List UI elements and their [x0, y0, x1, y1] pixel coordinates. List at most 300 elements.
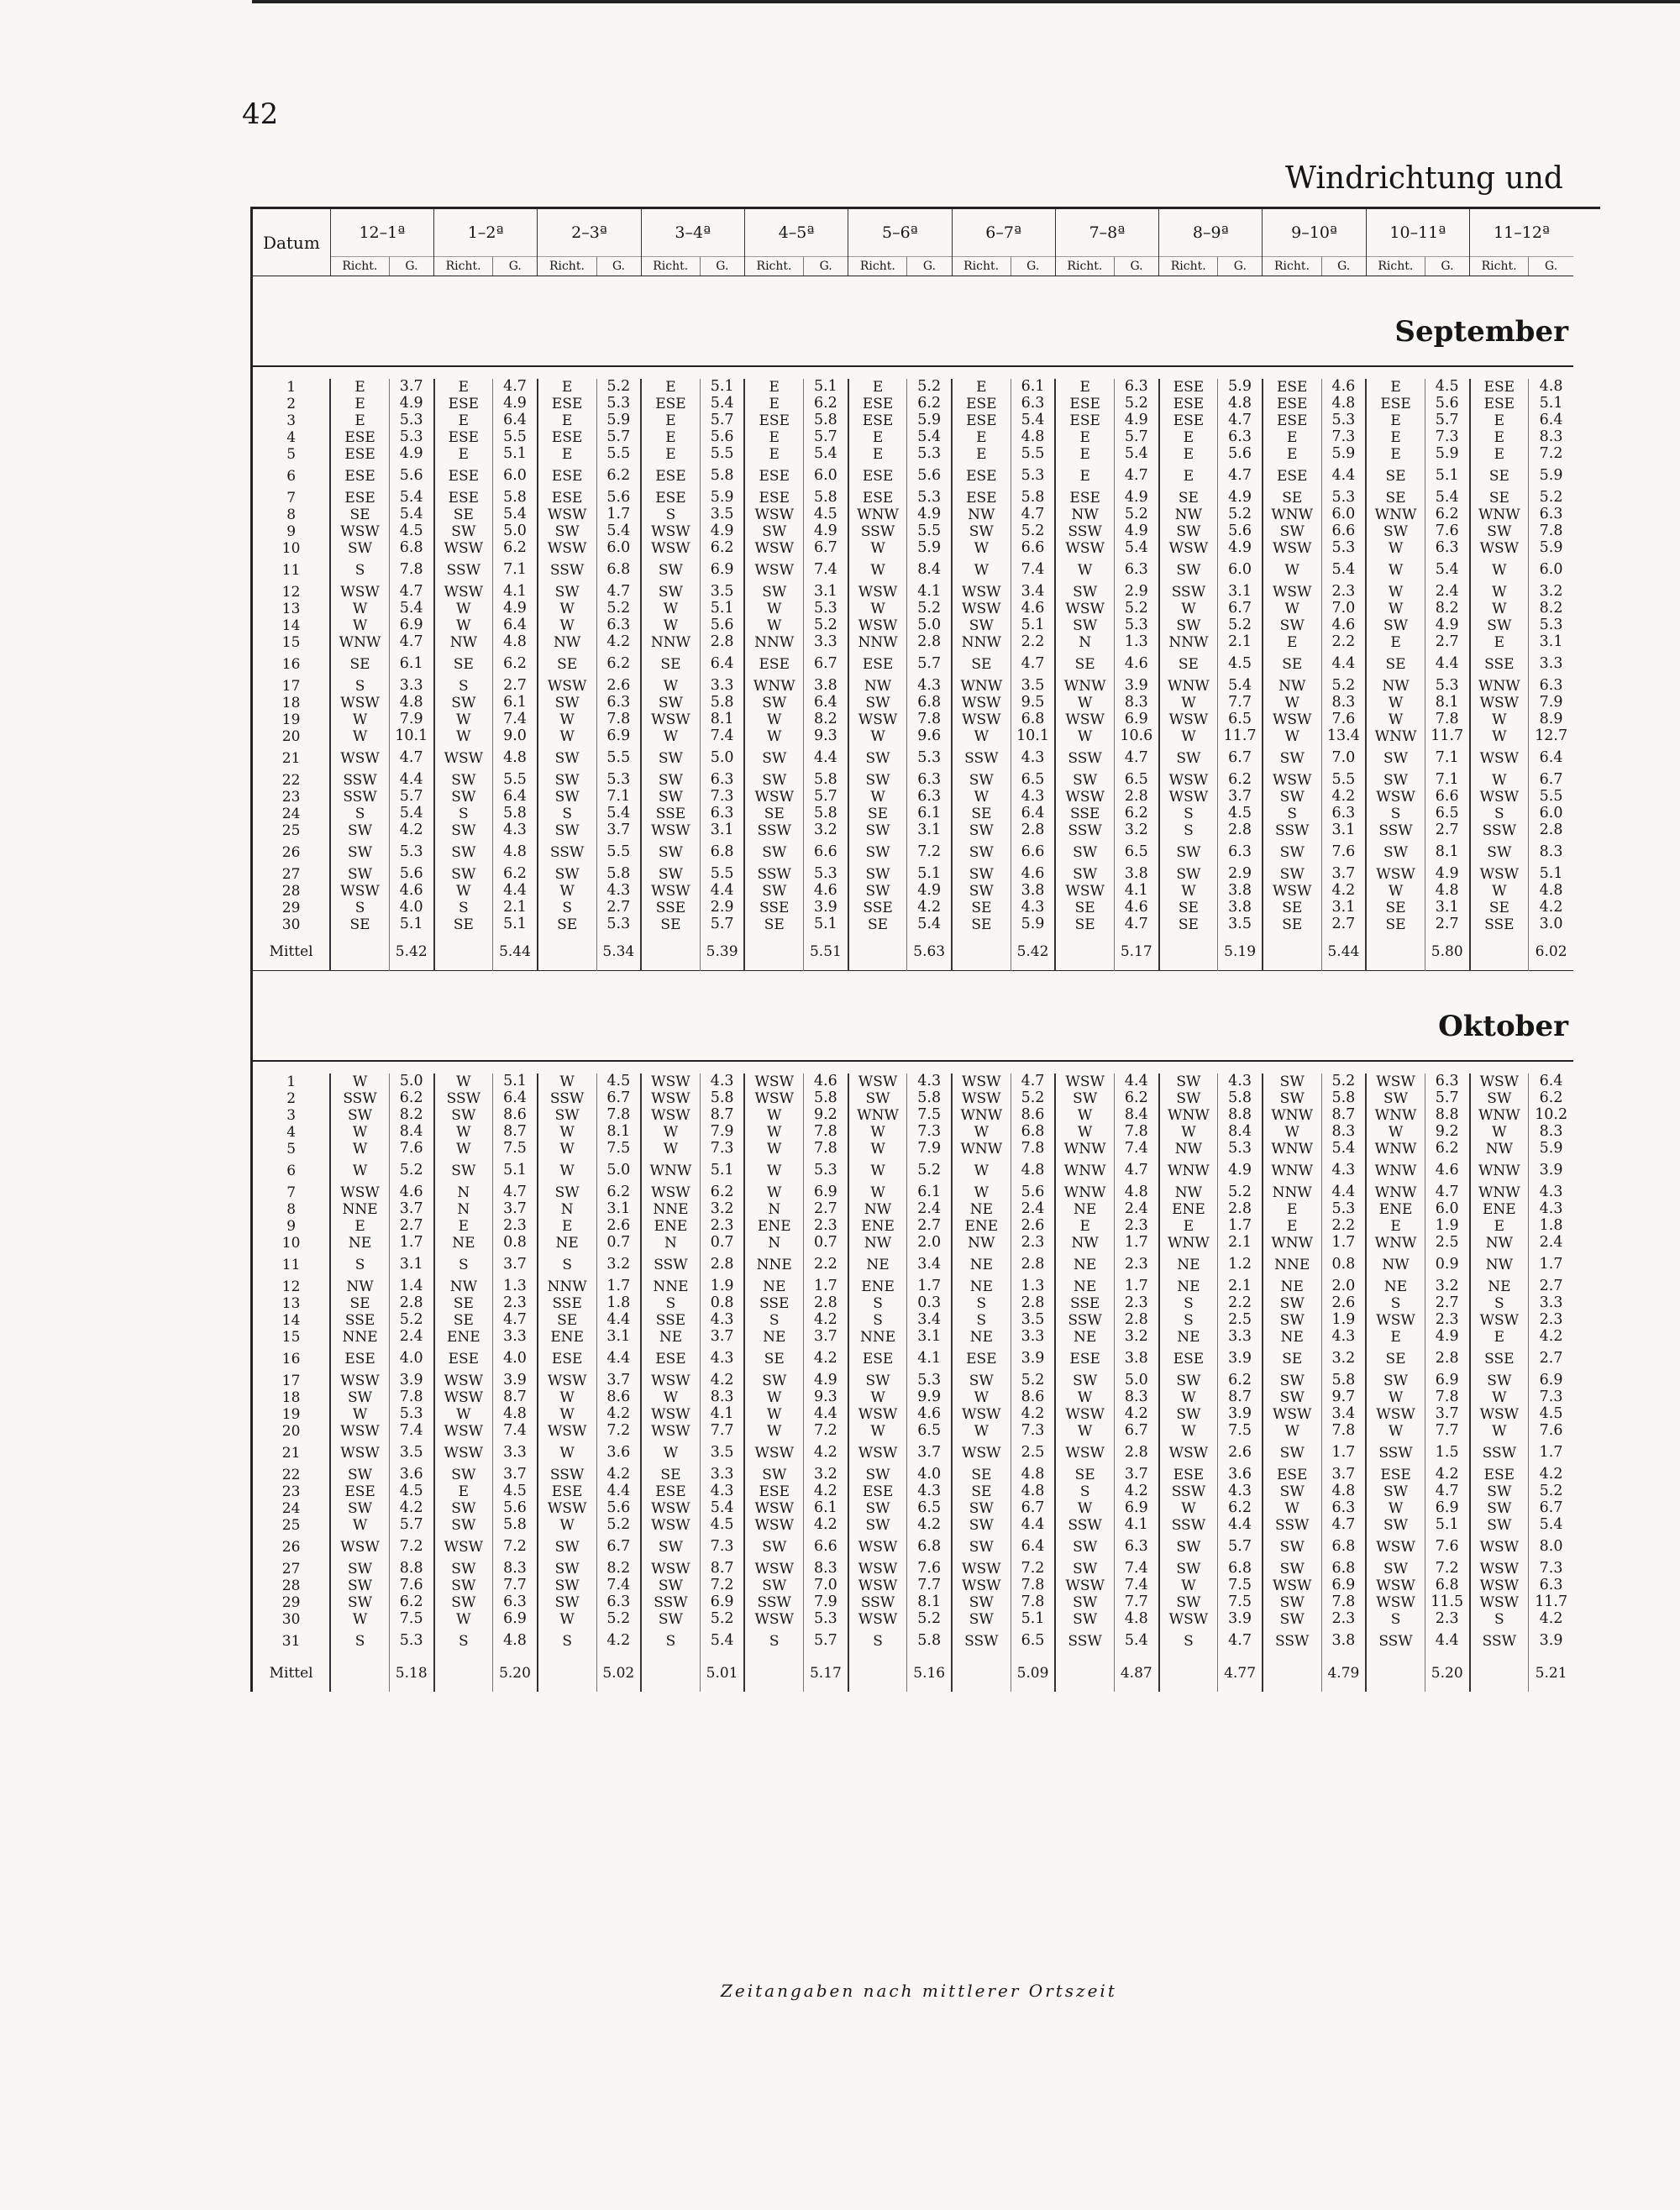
direction-cell: SW	[1263, 866, 1321, 883]
table-row	[253, 1252, 1573, 1278]
speed-cell: 4.3	[1321, 1329, 1366, 1346]
direction-cell: W	[848, 728, 907, 745]
direction-cell: NE	[1159, 1252, 1218, 1278]
direction-cell: SSW	[1159, 1517, 1218, 1534]
month-header-row	[253, 276, 1573, 367]
direction-cell: W	[330, 1141, 389, 1157]
speed-cell: 4.0	[493, 1346, 538, 1373]
direction-cell: SW	[538, 1107, 596, 1124]
direction-cell: WNW	[1366, 728, 1425, 745]
speed-cell: 6.4	[1011, 806, 1055, 822]
direction-cell: SE	[952, 916, 1011, 933]
speed-cell: 9.3	[804, 1389, 848, 1406]
direction-cell: S	[1470, 1295, 1529, 1312]
speed-cell: 5.7	[596, 429, 641, 446]
direction-cell: W	[848, 1157, 907, 1184]
direction-cell: SE	[330, 1295, 389, 1312]
speed-cell: 6.3	[1114, 557, 1158, 584]
direction-cell: SE	[1366, 651, 1425, 678]
direction-cell: W	[538, 1074, 596, 1090]
richt-subheader: Richt.	[1159, 257, 1218, 276]
speed-cell: 11.7	[1218, 728, 1263, 745]
speed-cell: 6.9	[1114, 711, 1158, 728]
direction-cell: SW	[434, 1467, 493, 1483]
direction-cell: SW	[641, 839, 700, 866]
speed-cell: 2.5	[1218, 1312, 1263, 1329]
speed-cell: 8.3	[1529, 839, 1573, 866]
direction-cell: NW	[1055, 507, 1114, 523]
speed-cell: 6.5	[1114, 772, 1158, 789]
direction-cell: W	[538, 711, 596, 728]
direction-cell: NE	[744, 1329, 803, 1346]
direction-cell: ESE	[538, 490, 596, 507]
wind-table	[253, 209, 1573, 1692]
direction-cell: E	[848, 429, 907, 446]
direction-cell: W	[1470, 1423, 1529, 1440]
direction-cell: W	[744, 1107, 803, 1124]
table-row	[253, 507, 1573, 523]
speed-cell: 7.9	[1529, 695, 1573, 711]
direction-cell: W	[1159, 1577, 1218, 1594]
direction-cell: N	[744, 1235, 803, 1252]
speed-cell: 2.3	[493, 1295, 538, 1312]
direction-cell: W	[1470, 883, 1529, 900]
speed-cell: 6.9	[493, 1611, 538, 1628]
speed-cell: 7.2	[1011, 1561, 1055, 1577]
speed-cell: 4.3	[700, 1346, 744, 1373]
direction-cell: S	[330, 900, 389, 916]
direction-cell: ENE	[848, 1218, 907, 1235]
direction-cell: W	[330, 1611, 389, 1628]
direction-cell: WNW	[848, 1107, 907, 1124]
direction-cell: WSW	[1470, 1561, 1529, 1577]
speed-cell: 2.3	[700, 1218, 744, 1235]
speed-cell: 6.8	[1011, 711, 1055, 728]
hour-header: 5–6ª	[848, 209, 952, 257]
speed-cell: 3.9	[1218, 1406, 1263, 1423]
mean-empty-cell	[848, 1655, 907, 1692]
speed-cell: 2.7	[907, 1218, 952, 1235]
speed-cell: 7.7	[700, 1423, 744, 1440]
mean-value-cell: 5.63	[907, 933, 952, 971]
direction-cell: SSW	[330, 772, 389, 789]
direction-cell: W	[1159, 695, 1218, 711]
speed-cell: 4.9	[493, 601, 538, 617]
direction-cell: W	[1055, 1107, 1114, 1124]
speed-cell: 4.9	[389, 446, 433, 463]
speed-cell: 0.8	[493, 1235, 538, 1252]
speed-cell: 5.8	[804, 772, 848, 789]
direction-cell: SW	[641, 584, 700, 601]
speed-cell: 4.4	[596, 1312, 641, 1329]
speed-cell: 4.7	[1425, 1483, 1469, 1500]
direction-cell: SW	[744, 839, 803, 866]
direction-cell: SSW	[538, 1467, 596, 1483]
speed-cell: 4.3	[1011, 900, 1055, 916]
direction-cell: WSW	[1470, 866, 1529, 883]
speed-cell: 7.0	[1321, 601, 1366, 617]
day-cell: 16	[281, 655, 301, 673]
table-row	[253, 1278, 1573, 1295]
speed-cell: 4.9	[700, 523, 744, 540]
speed-cell: 5.8	[1321, 1090, 1366, 1107]
table-row	[253, 839, 1573, 866]
speed-subheader: G.	[1218, 257, 1263, 276]
day-cell: 2	[286, 396, 297, 412]
speed-cell: 6.0	[596, 540, 641, 557]
direction-cell: E	[952, 446, 1011, 463]
direction-cell: WNW	[1366, 1184, 1425, 1201]
direction-cell: WSW	[330, 1440, 389, 1467]
table-row	[253, 1423, 1573, 1440]
direction-cell: SW	[1055, 584, 1114, 601]
direction-cell: SE	[1159, 916, 1218, 933]
direction-cell: SSW	[538, 1090, 596, 1107]
speed-cell: 6.7	[1218, 745, 1263, 772]
speed-cell: 5.9	[1529, 463, 1573, 490]
speed-cell: 6.9	[1114, 1500, 1158, 1517]
speed-cell: 6.0	[1425, 1201, 1469, 1218]
speed-cell: 5.3	[1321, 540, 1366, 557]
mean-empty-cell	[744, 933, 803, 971]
speed-cell: 5.7	[804, 1628, 848, 1655]
richt-subheader: Richt.	[1263, 257, 1321, 276]
speed-cell: 4.7	[1011, 651, 1055, 678]
speed-cell: 4.1	[493, 584, 538, 601]
direction-cell: W	[1263, 695, 1321, 711]
speed-cell: 4.9	[804, 1373, 848, 1389]
direction-cell: SW	[1055, 866, 1114, 883]
hour-header: 7–8ª	[1055, 209, 1158, 257]
direction-cell: W	[1159, 601, 1218, 617]
direction-cell: NW	[952, 1235, 1011, 1252]
datum-header: Datum	[262, 232, 320, 253]
speed-cell: 1.3	[1011, 1278, 1055, 1295]
direction-cell: ENE	[952, 1218, 1011, 1235]
direction-cell: WSW	[1263, 540, 1321, 557]
speed-cell: 7.2	[804, 1423, 848, 1440]
direction-cell: WSW	[1366, 1074, 1425, 1090]
speed-cell: 3.7	[389, 1201, 433, 1218]
direction-cell: WSW	[952, 1577, 1011, 1594]
speed-cell: 5.7	[1425, 1090, 1469, 1107]
speed-cell: 7.4	[700, 728, 744, 745]
speed-cell: 3.1	[804, 584, 848, 601]
direction-cell: SW	[1159, 617, 1218, 634]
speed-cell: 4.8	[1529, 379, 1573, 396]
speed-cell: 8.6	[493, 1107, 538, 1124]
direction-cell: WSW	[641, 1500, 700, 1517]
speed-cell: 7.8	[596, 1107, 641, 1124]
direction-cell: W	[434, 1141, 493, 1157]
speed-cell: 7.6	[1321, 839, 1366, 866]
speed-cell: 3.8	[1114, 1346, 1158, 1373]
speed-cell: 5.4	[907, 916, 952, 933]
direction-cell: WSW	[848, 617, 907, 634]
speed-cell: 4.6	[907, 1406, 952, 1423]
speed-cell: 3.2	[700, 1201, 744, 1218]
direction-cell: ESE	[848, 1346, 907, 1373]
speed-cell: 6.8	[1321, 1534, 1366, 1561]
direction-cell: S	[1159, 1295, 1218, 1312]
direction-cell: WSW	[641, 1184, 700, 1201]
speed-cell: 7.2	[493, 1534, 538, 1561]
direction-cell: NE	[848, 1252, 907, 1278]
hour-header: 10–11ª	[1366, 209, 1469, 257]
direction-cell: W	[538, 1517, 596, 1534]
direction-cell: NW	[848, 678, 907, 695]
table-row	[253, 1090, 1573, 1107]
day-cell: 25	[281, 822, 301, 839]
speed-cell: 3.1	[907, 822, 952, 839]
speed-cell: 2.8	[1011, 1252, 1055, 1278]
table-row	[253, 1611, 1573, 1628]
speed-cell: 5.9	[1529, 540, 1573, 557]
speed-cell: 8.8	[1218, 1107, 1263, 1124]
speed-cell: 7.2	[1529, 446, 1573, 463]
speed-cell: 4.3	[700, 1074, 744, 1090]
speed-cell: 5.3	[1011, 463, 1055, 490]
direction-cell: ESE	[434, 463, 493, 490]
direction-cell: WSW	[1159, 789, 1218, 806]
direction-cell: W	[1263, 1500, 1321, 1517]
direction-cell: SW	[538, 523, 596, 540]
speed-cell: 5.3	[389, 412, 433, 429]
direction-cell: ESE	[641, 1346, 700, 1373]
speed-cell: 6.0	[1529, 806, 1573, 822]
direction-cell: ESE	[1263, 379, 1321, 396]
mean-empty-cell	[330, 1655, 389, 1692]
speed-cell: 8.4	[389, 1124, 433, 1141]
page-number: 42	[242, 97, 279, 131]
speed-cell: 5.1	[1011, 1611, 1055, 1628]
direction-cell: N	[744, 1201, 803, 1218]
speed-cell: 7.4	[804, 557, 848, 584]
day-cell: 13	[281, 1295, 301, 1312]
speed-cell: 6.2	[493, 540, 538, 557]
speed-cell: 5.3	[1114, 617, 1158, 634]
speed-cell: 7.9	[389, 711, 433, 728]
speed-cell: 3.4	[1011, 584, 1055, 601]
speed-cell: 3.2	[804, 822, 848, 839]
direction-cell: SE	[330, 651, 389, 678]
speed-cell: 1.7	[1529, 1252, 1573, 1278]
direction-cell: W	[434, 617, 493, 634]
mean-value-cell: 5.17	[1114, 933, 1158, 971]
direction-cell: ESE	[952, 396, 1011, 412]
speed-cell: 5.3	[907, 446, 952, 463]
richt-subheader: Richt.	[434, 257, 493, 276]
direction-cell: S	[744, 1312, 803, 1329]
day-cell: 4	[286, 429, 297, 446]
direction-cell: W	[952, 1124, 1011, 1141]
direction-cell: SW	[1055, 1090, 1114, 1107]
direction-cell: SE	[434, 1295, 493, 1312]
speed-cell: 3.8	[1011, 883, 1055, 900]
direction-cell: SW	[538, 1184, 596, 1201]
direction-cell: WNW	[1366, 1157, 1425, 1184]
direction-cell: SW	[1055, 1561, 1114, 1577]
direction-cell: SW	[848, 1517, 907, 1534]
direction-cell: ESE	[1470, 1467, 1529, 1483]
speed-cell: 5.3	[389, 1406, 433, 1423]
speed-cell: 6.3	[596, 617, 641, 634]
speed-cell: 5.5	[493, 429, 538, 446]
direction-cell: NW	[1055, 1235, 1114, 1252]
direction-cell: W	[1263, 1124, 1321, 1141]
speed-cell: 2.7	[389, 1218, 433, 1235]
direction-cell: ESE	[744, 463, 803, 490]
direction-cell: SE	[330, 507, 389, 523]
speed-cell: 3.1	[700, 822, 744, 839]
table-row	[253, 1107, 1573, 1124]
direction-cell: ESE	[1263, 412, 1321, 429]
speed-cell: 5.3	[389, 429, 433, 446]
speed-cell: 8.3	[1114, 1389, 1158, 1406]
direction-cell: E	[434, 412, 493, 429]
direction-cell: WNW	[744, 678, 803, 695]
direction-cell: WNW	[1159, 1107, 1218, 1124]
top-rule	[252, 0, 1680, 3]
direction-cell: E	[1470, 1329, 1529, 1346]
speed-cell: 8.1	[700, 711, 744, 728]
speed-cell: 7.4	[493, 1423, 538, 1440]
speed-cell: 2.7	[1529, 1346, 1573, 1373]
speed-cell: 3.3	[700, 678, 744, 695]
direction-cell: SW	[1470, 1517, 1529, 1534]
speed-cell: 5.7	[1114, 429, 1158, 446]
direction-cell: SSE	[1470, 651, 1529, 678]
direction-cell: W	[1366, 584, 1425, 601]
direction-cell: ESE	[744, 1483, 803, 1500]
speed-cell: 2.3	[1529, 1312, 1573, 1329]
speed-cell: 5.2	[907, 601, 952, 617]
speed-cell: 5.8	[493, 806, 538, 822]
direction-cell: S	[848, 1312, 907, 1329]
speed-cell: 6.8	[1011, 1124, 1055, 1141]
speed-cell: 4.6	[1425, 1157, 1469, 1184]
speed-cell: 6.5	[1011, 772, 1055, 789]
direction-cell: SW	[330, 1500, 389, 1517]
direction-cell: E	[744, 429, 803, 446]
day-cell: 1	[286, 1074, 297, 1090]
speed-cell: 2.9	[1114, 584, 1158, 601]
direction-cell: E	[641, 379, 700, 396]
speed-cell: 3.5	[700, 1440, 744, 1467]
direction-cell: WSW	[1366, 1594, 1425, 1611]
speed-cell: 4.4	[1425, 1628, 1469, 1655]
speed-cell: 2.3	[1114, 1252, 1158, 1278]
direction-cell: WSW	[641, 822, 700, 839]
direction-cell: SW	[952, 839, 1011, 866]
speed-cell: 6.2	[389, 1594, 433, 1611]
speed-cell: 3.7	[389, 379, 433, 396]
direction-cell: SW	[1366, 1090, 1425, 1107]
speed-cell: 5.1	[1011, 617, 1055, 634]
direction-cell: N	[641, 1235, 700, 1252]
speed-cell: 4.7	[389, 584, 433, 601]
direction-cell: SW	[330, 866, 389, 883]
speed-cell: 8.4	[907, 557, 952, 584]
speed-cell: 6.3	[1321, 806, 1366, 822]
direction-cell: WNW	[1055, 1157, 1114, 1184]
day-cell: 21	[281, 749, 301, 767]
direction-cell: SW	[848, 839, 907, 866]
direction-cell: W	[1263, 557, 1321, 584]
speed-cell: 4.8	[493, 1628, 538, 1655]
direction-cell: SW	[641, 789, 700, 806]
direction-cell: WSW	[952, 1406, 1011, 1423]
speed-cell: 6.3	[1529, 678, 1573, 695]
direction-cell: NE	[538, 1235, 596, 1252]
day-cell: 1	[286, 379, 297, 396]
mean-empty-cell	[1366, 933, 1425, 971]
day-cell: 28	[281, 883, 301, 900]
speed-cell: 4.4	[1218, 1517, 1263, 1534]
speed-cell: 2.3	[1011, 1235, 1055, 1252]
speed-cell: 4.3	[907, 1074, 952, 1090]
mean-value-cell: 5.21	[1529, 1655, 1573, 1692]
direction-cell: WSW	[1263, 584, 1321, 601]
direction-cell: WSW	[641, 1561, 700, 1577]
direction-cell: SE	[1263, 490, 1321, 507]
speed-cell: 5.6	[493, 1500, 538, 1517]
direction-cell: SE	[538, 916, 596, 933]
speed-cell: 6.9	[804, 1184, 848, 1201]
speed-cell: 5.9	[907, 412, 952, 429]
direction-cell: SW	[434, 772, 493, 789]
direction-cell: SW	[1263, 1389, 1321, 1406]
speed-cell: 4.2	[1529, 900, 1573, 916]
direction-cell: WSW	[641, 1406, 700, 1423]
direction-cell: WSW	[1366, 1406, 1425, 1423]
speed-cell: 3.3	[493, 1440, 538, 1467]
speed-cell: 4.2	[596, 1467, 641, 1483]
direction-cell: SSW	[848, 1594, 907, 1611]
speed-cell: 4.2	[1321, 883, 1366, 900]
direction-cell: ESE	[848, 1483, 907, 1500]
direction-cell: W	[1159, 1389, 1218, 1406]
table-row	[253, 1406, 1573, 1423]
speed-cell: 6.8	[907, 1534, 952, 1561]
direction-cell: SW	[1263, 1373, 1321, 1389]
speed-subheader: G.	[389, 257, 433, 276]
speed-cell: 4.7	[1218, 412, 1263, 429]
speed-cell: 5.2	[596, 601, 641, 617]
direction-cell: ESE	[434, 396, 493, 412]
direction-cell: WSW	[1470, 1312, 1529, 1329]
speed-cell: 5.2	[907, 379, 952, 396]
speed-cell: 7.0	[804, 1577, 848, 1594]
table-row	[253, 651, 1573, 678]
speed-cell: 5.5	[1321, 772, 1366, 789]
direction-cell: NW	[1366, 1252, 1425, 1278]
direction-cell: S	[744, 1628, 803, 1655]
direction-cell: WSW	[641, 1423, 700, 1440]
direction-cell: SW	[330, 1561, 389, 1577]
speed-cell: 8.7	[1321, 1107, 1366, 1124]
speed-cell: 5.4	[1321, 557, 1366, 584]
direction-cell: ESE	[330, 429, 389, 446]
speed-cell: 7.7	[907, 1577, 952, 1594]
speed-cell: 5.5	[907, 523, 952, 540]
direction-cell: SW	[1263, 1594, 1321, 1611]
speed-cell: 4.2	[907, 1517, 952, 1534]
direction-cell: SW	[1055, 1611, 1114, 1628]
direction-cell: WSW	[744, 557, 803, 584]
mean-value-cell: 5.51	[804, 933, 848, 971]
direction-cell: E	[1470, 429, 1529, 446]
